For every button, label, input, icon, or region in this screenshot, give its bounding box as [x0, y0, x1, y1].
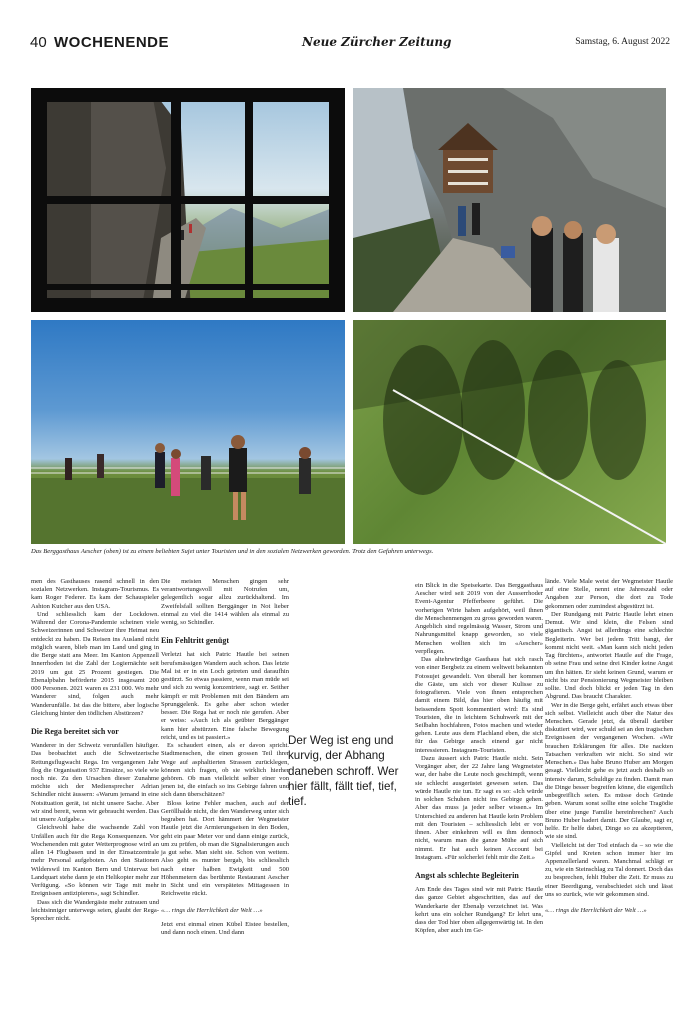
berggasthaus-aescher-photo — [353, 88, 666, 312]
paragraph: men des Gasthauses rasend schnell in den sozialen Netzwerken. Instagram-Tourismus. Es kam Roger Federer. Es kam der Schauspieler Ashton Kutcher aus den USA. — [31, 578, 159, 610]
paragraph: lände. Viele Male weist der Wegmeister Hautle auf eine Stelle, nennt eine Jahreszahl oder Angaben zur Person, die dort zu Tode gekommen oder zumindest abgestürzt ist. — [545, 578, 673, 610]
hikers-illustration — [31, 320, 345, 544]
paragraph: Der Rundgang mit Patric Hautle lehrt einen Demut. Wir sind klein, die Felsen sind gigantisch. Angst ist allerdings eine schlechte Begleiterin. Wer bei jedem Tritt bangt, der kommt nicht weit. «Man kann sich nicht jeden Tag fürchten», antwortet Hautle auf die Frage, ob seine Frau und seine drei Kinder keine Angst um ihn hätten. Er sieht keinen Grund, warum er nicht bis zur Pensionierung Wegmeister bleiben sollte. Und doch blickt er jeden Tag in den Abgrund. Das braucht Charakter. — [545, 610, 673, 701]
paragraph: Dass sich die Wandergäste mehr zutrauen und leichtsinniger unterwegs seien, glaubt der Rega-Sprecher nicht. — [31, 898, 159, 922]
paragraph: Wanderer in der Schweiz verunfallen häufiger. Das beobachtet auch die Schweizerische Rettungsflugwacht Rega. Im vergangenen Jahr flog die Organisation 937 Einsätze, so viele wie noch nie. Zu den Ursachen dieser Zunahme möchte sich der Mediensprecher Adrian Schindler nicht äussern: «Warum jemand in eine Notsituation gerät, ist nicht unsere Sache. Aber wir sind bereit, wenn wir gebraucht werden. Das ist unsere Aufgabe.» — [31, 742, 159, 824]
article-column-3 — [415, 582, 543, 935]
section-quote: «… rings die Herrlichkeit der Welt …» — [161, 906, 263, 914]
paragraph: Gleichwohl habe die wachsende Zahl von Unfällen auch für die Rega Konsequenzen. Vor Wochenenden mit guter Wetterprognose wird an allen 14 Flugbasen und in der Einsatzzentrale mehr Personal aufgeboten. An den Stationen Wilderswil im Kanton Bern und Untervaz bei Landquart stehe dann je ein Helikopter mehr zur Verfügung. «So können wir Tage mit mehr Ereignissen antizipieren», sagt Schindler. — [31, 824, 159, 898]
paragraph: Bloss keine Fehler machen, auch auf der Geröllhalde nicht, die den Wanderweg unter sich begraben hat. Dort hämmert der Wegmeister Hautle jetzt die Armierungseisen in den Boden, geht ein paar Meter vor und dann einige zurück, um zu prüfen, ob man die Signalisierungen auch ja gut sehe. Man sieht sie. Schon von weitem. Also geht es munter bergab, bis schliesslich nach einer halben Ewigkeit und 500 Höhenmetern das berühmte Restaurant Aescher in Sicht und ein verspätetes Mittagessen in Reichweite rückt. — [161, 799, 289, 898]
masthead-logo: Neue Zürcher Zeitung — [302, 35, 452, 49]
paragraph: Dazu äussert sich Patric Hautle nicht. Sein Vorgänger aber, der 22 Jahre lang Wegmeister war, der habe die Leute noch geschimpft, wenn sie schlecht ausgerüstet gewesen seien. Das würde Hautle nie tun. Er sagt es so: «Ich würde in solchen Schuhen nicht ins Gebirge gehen. Aber das muss ja jeder selber wissen.» Im Unterschied zu anderen hat Hautle kein Problem mit den Touristen – schliesslich lebt er von ihnen. Aber einkehren will es ihm dennoch nicht, warum man die ganze Mühe auf sich nimmt. Er hat auch keinen Account bei Instagram. «Für solcherlei fehlt mir die Zeit.» — [415, 754, 543, 861]
paragraph: Es schaudert einen, als er davon spricht. Stadtmenschen, die einen grossen Teil ihrer Wege auf asphaltierten Strassen zurücklegen, können sich fragen, ob sie wirklich hierher gehören. Ob man vielleicht selber einer von jenen ist, die einfach so ins Gebirge fahren und sich dann überschätzen? — [161, 742, 289, 799]
article-column-4 — [545, 578, 673, 915]
paragraph: Und schliesslich kam der Lockdown. Während der Corona-Pandemie scheinen viele Schweizerinnen und Schweizer ihre Heimat neu entdeckt zu haben. Da Reisen ins Ausland nicht möglich waren, blieb man im Land und ging in die Berge statt ans Meer. Im Kanton Appenzell Innerrhoden ist die Zahl der Logiernächte seit 2019 um gut 25 Prozent gestiegen. Die Ebenalpbahn beförderte 2015 insgesamt 200 000 Personen. 2021 waren es 231 000. Wo mehr Wanderer sind, folgen auch mehr Wanderunfälle. Ist das die bittere, aber logische Gleichung hinter den tödlichen Abstürzen? — [31, 610, 159, 717]
subheading-rega: Die Rega bereitet sich vor — [31, 726, 119, 736]
paragraph: Das altehrwürdige Gasthaus hat sich rasch von einer Bergbeiz zu einem weltweit bekannten Fotosujet gewandelt. Von überall her kommen die Gäste, um sich vor dieser Kulisse zu fotografieren. Viele von ihnen entsprechen damit einem Bild, das hier oben häufig mit beissendem Spott kommentiert wird: Es sind Touristen, die in leichtem Schuhwerk mit der Seilbahn hochfahren, Fotos machen und wieder gehen. Leute aus dem Flachland eben, die sich für das Gebirge ansch einend gar nicht interessieren. Instagram-Touristen. — [415, 656, 543, 754]
paragraph: Wer in die Berge geht, erfährt auch etwas über sich selbst. Vielleicht auch über die Natur des Menschen. Gerade jetzt, da überall darüber diskutiert wird, wer schuld sei an den tragischen Ereignissen der vergangenen Wochen. «Wir brauchen Erklärungen für alles. Die nackten Tatsachen verkraften wir nicht. So sind wir Menschen.» Das habe Bruno Huber am Morgen gesagt. Vielleicht gehe es jetzt auch deshalb so intensiv darum, Schuldige zu finden. Damit man die Dinge besser begreifen könne, die eigentlich unbegreiflich seien. Es müsse doch Gründe geben. Warum sonst sollte eine solche Tragödie über eine junge Familie hereinbrechen? Auch Bruno Huber hadert damit. Der Glaube, sagt er, helfe. Er helfe dabei, Dinge so zu akzeptieren, wie sie sind. — [545, 701, 673, 841]
paragraph: Jetzt erst einmal einen Kübel Eistee bestellen, und dann noch einen. Und dann — [161, 920, 289, 936]
window-view-hikers-photo — [31, 88, 345, 312]
subheading-angst: Angst als schlechte Begleiterin — [415, 870, 519, 880]
paragraph: Am Ende des Tages sind wir mit Patric Hautle das ganze Gebiet abgeschritten, das auf der Wanderkarte der Ebenalp verzeichnet ist. Was kehrt uns ein solcher Rundgang? Er lehrt uns, dass der Tod hier oben allgegenwärtig ist. In den Köpfen, aber auch im Ge- — [415, 886, 543, 935]
section-quote: «… rings die Herrlichkeit der Welt …» — [545, 907, 647, 915]
page-number: 40 — [30, 34, 47, 51]
hikers-meadow-photo — [31, 320, 345, 544]
article-column-1 — [31, 578, 159, 923]
paragraph: Verletzt hat sich Patric Hautle bei seinen berufsmässigen Wandern auch schon. Das letzte Mal ist er in ein Loch getreten und daraufhin gestürzt. So etwas passiere, wenn man müde sei und sich zu wenig konzentriere, sagt er. Seither kämpft er mit Problemen mit den Bändern am Sprunggelenk. Es gehe aber schon wieder besser. Die Rega hat er noch nie gerufen. Aber er weiss: «Auch ich als geübter Berggänger kann hier abstürzen. Eine falsche Bewegung reicht, und es ist passiert.» — [161, 651, 289, 741]
aescher-illustration — [353, 88, 666, 312]
page-header — [30, 34, 670, 54]
paragraph: Vielleicht ist der Tod einfach da – so wie die Gipfel und Kreten schon immer hier im Appenzellerland waren. Manchmal schlägt er zu, wie ein Steinschlag zu Tal donnert. Doch das zu besprechen, fehlt Huber die Zeit. Er muss zu einer Beerdigung, verabschiedet sich und lässt uns so zurück, wie wir gekommen sind. — [545, 841, 673, 898]
section-title: WOCHENENDE — [54, 34, 170, 51]
photo-caption: Das Berggasthaus Aescher (oben) ist zu einem beliebten Sujet unter Touristen und in den sozialen Netzwerken geworden. Trotz den Gefahren unterwegs. — [31, 548, 434, 555]
subheading-fehltritt: Ein Fehltritt genügt — [161, 636, 229, 646]
shadows-on-grass-photo — [353, 320, 666, 544]
window-view-illustration — [31, 88, 345, 312]
pull-quote: Der Weg ist eng und kurvig, der Abhang daneben schroff. Wer hier fällt, fällt tief, tief, tief. — [288, 734, 399, 809]
shadows-illustration — [353, 320, 666, 544]
issue-date: Samstag, 6. August 2022 — [575, 37, 670, 47]
article-column-2 — [161, 578, 289, 937]
paragraph: Die meisten Menschen gingen sehr verantwortungsvoll mit Notrufen um, gelegentlich sogar allzu zurückhaltend. Im Zweifelsfall sollten Berggänger in Not lieber einmal zu viel die 1414 wählen als einmal zu wenig, so Schindler. — [161, 578, 289, 627]
paragraph: ein Blick in die Speisekarte. Das Berggasthaus Aescher wird seit 2019 von der Ausserrhoder Event-Agentur Pfefferbeere geführt. Die vorherigen Wirte haben aufgehört, weil ihnen die Menschenmengen zu gross geworden waren. Angeblich sind regelmässig Wasser, Strom und Nahrungsmittel knapp geworden, so viele Menschen wollten sich im «Aescher» verpflegen. — [415, 582, 543, 655]
